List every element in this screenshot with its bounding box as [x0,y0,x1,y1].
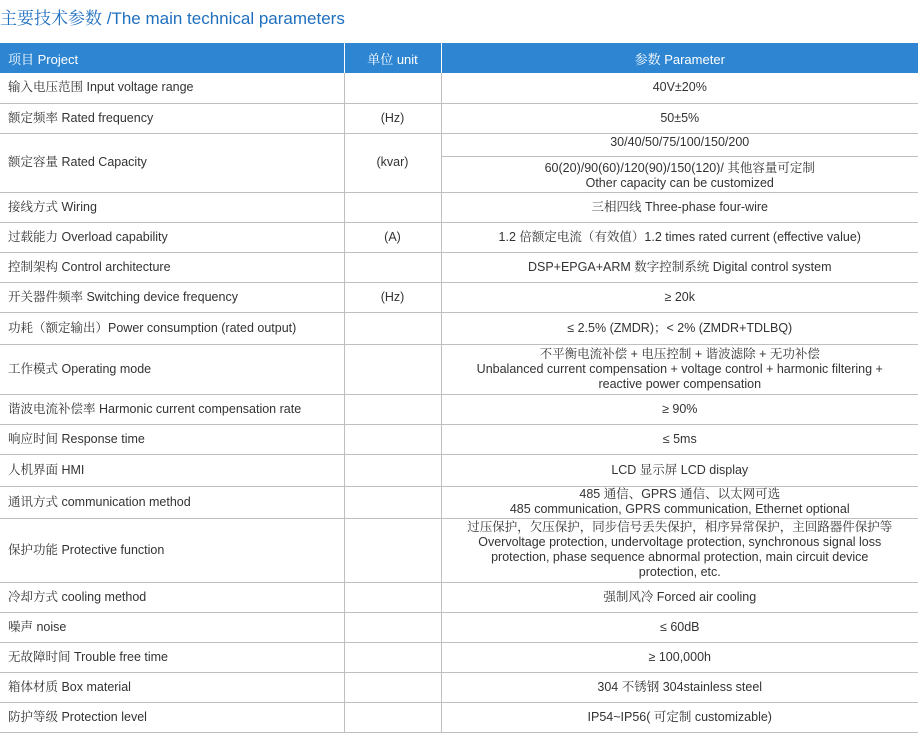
row-parameter-value [441,312,918,344]
row-unit [344,454,441,486]
parameter-line: 1.2 倍额定电流（有效值）1.2 times rated current (effective value) [498,229,861,244]
row-parameter-value [441,454,918,486]
row-parameter-value [441,612,918,642]
row-project-name: 无故障时间 Trouble free time [0,642,344,672]
row-project-name: 功耗（额定输出）Power consumption (rated output) [0,312,344,344]
parameter-line: ≤ 5ms [662,431,697,446]
parameter-line: 不平衡电流补偿 + 电压控制 + 谐波滤除 + 无功补偿 [539,346,820,361]
row-project-name: 开关器件频率 Switching device frequency [0,282,344,312]
parameter-line: Other capacity can be customized [585,175,774,190]
row-project-name: 输入电压范围 Input voltage range [0,73,344,103]
parameter-line: IP54~IP56( 可定制 customizable) [587,709,772,724]
row-unit [344,424,441,454]
row-parameter-value [441,133,918,192]
row-unit [344,672,441,702]
row-unit [344,582,441,612]
table-row [0,518,918,582]
parameter-line: ≥ 100,000h [648,649,711,664]
table-body [0,73,918,732]
row-parameter-value [441,103,918,133]
row-parameter-value [441,282,918,312]
parameter-line: 40V±20% [652,80,707,95]
parameter-line: DSP+EPGA+ARM 数字控制系统 Digital control system [527,259,832,274]
row-unit: (kvar) [344,133,441,192]
parameter-line: 485 通信、GPRS 通信、以太网可选 [579,487,781,501]
row-project-name: 人机界面 HMI [0,454,344,486]
row-parameter-value [441,222,918,252]
row-project-name: 通讯方式 communication method [0,486,344,518]
row-project-name: 响应时间 Response time [0,424,344,454]
table-row [0,103,918,133]
row-parameter-value [441,642,918,672]
table-row [0,73,918,103]
row-unit [344,612,441,642]
row-project-name: 保护功能 Protective function [0,518,344,582]
parameter-line: protection, etc. [638,565,721,579]
table-row [0,192,918,222]
header-parameter: 参数 Parameter [441,43,918,73]
parameter-line: 过压保护，欠压保护，同步信号丢失保护，相序异常保护，主回路器件保护等 [467,520,893,534]
row-parameter-value [441,702,918,732]
row-unit [344,73,441,103]
row-project-name: 控制架构 Control architecture [0,252,344,282]
table-row [0,612,918,642]
table-row [0,222,918,252]
row-unit [344,394,441,424]
row-project-name: 防护等级 Protection level [0,702,344,732]
parameter-line: reactive power compensation [598,376,762,391]
row-parameter-value [441,518,918,582]
row-unit [344,192,441,222]
row-unit [344,642,441,672]
parameter-line: ≥ 20k [664,289,695,304]
row-project-name: 额定容量 Rated Capacity [0,133,344,192]
table-row [0,702,918,732]
row-parameter-value [441,582,918,612]
parameter-line: 三相四线 Three-phase four-wire [591,199,768,214]
row-parameter-value [441,192,918,222]
parameter-line: ≤ 2.5% (ZMDR)；< 2% (ZMDR+TDLBQ) [567,320,793,335]
row-unit: (A) [344,222,441,252]
parameters-table [0,43,918,733]
parameter-line: Unbalanced current compensation + voltage control + harmonic filtering + [476,361,883,376]
parameter-line: 强制风冷 Forced air cooling [603,589,757,604]
header-project: 项目 Project [0,43,344,73]
row-project-name: 过载能力 Overload capability [0,222,344,252]
row-unit [344,518,441,582]
parameter-line: ≥ 90% [662,401,698,416]
row-parameter-value [441,486,918,518]
table-row [0,642,918,672]
row-unit [344,486,441,518]
row-project-name: 接线方式 Wiring [0,192,344,222]
table-row [0,394,918,424]
row-project-name: 工作模式 Operating mode [0,344,344,394]
row-parameter-value [441,252,918,282]
row-project-name: 箱体材质 Box material [0,672,344,702]
row-unit [344,312,441,344]
row-parameter-value [441,394,918,424]
row-parameter-value [441,424,918,454]
row-unit [344,252,441,282]
table-row [0,252,918,282]
table-row [0,672,918,702]
table-row [0,582,918,612]
row-parameter-value [441,73,918,103]
table-row [0,282,918,312]
parameter-line: 485 communication, GPRS communication, Ethernet optional [509,502,850,516]
row-unit [344,702,441,732]
table-row [0,344,918,394]
parameter-line: ≤ 60dB [659,619,700,634]
parameter-line: 304 不锈钢 304stainless steel [597,679,763,694]
row-parameter-value [441,672,918,702]
row-unit [344,344,441,394]
header-unit: 单位 unit [344,43,441,73]
table-row [0,454,918,486]
parameter-line: 60(20)/90(60)/120(90)/150(120)/ 其他容量可定制 [544,160,815,175]
table-row [0,133,918,192]
row-parameter-value [441,344,918,394]
page-title: 主要技术参数 /The main technical parameters [0,9,345,28]
row-project-name: 额定频率 Rated frequency [0,103,344,133]
parameter-line: protection, phase sequence abnormal protection, main circuit device [491,550,869,564]
table-row [0,486,918,518]
table-row [0,424,918,454]
parameter-line: Overvoltage protection, undervoltage protection, synchronous signal loss [478,535,882,549]
parameter-line: 50±5% [660,110,700,125]
table-row [0,312,918,344]
parameter-line: LCD 显示屏 LCD display [611,462,749,477]
row-project-name: 噪声 noise [0,612,344,642]
row-project-name: 冷却方式 cooling method [0,582,344,612]
table-header-row [0,43,918,73]
parameter-line: 30/40/50/75/100/150/200 [610,134,750,149]
row-unit: (Hz) [344,282,441,312]
row-project-name: 谐波电流补偿率 Harmonic current compensation rate [0,394,344,424]
row-unit: (Hz) [344,103,441,133]
